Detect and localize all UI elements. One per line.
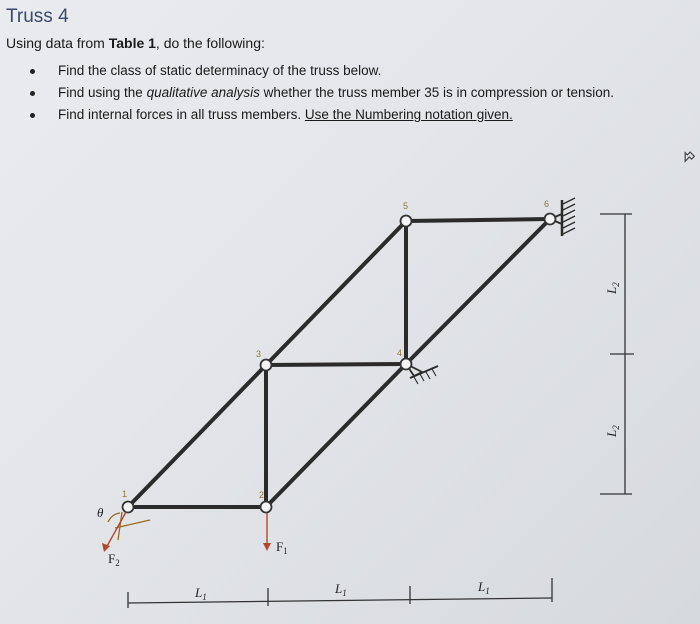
force-f1-label: $F_1$ xyxy=(276,539,288,556)
task-text-italic: qualitative analysis xyxy=(146,85,260,100)
dim-l1-label-a: $L_1$ xyxy=(195,585,207,602)
truss-members xyxy=(128,219,550,507)
force-f2-arrow xyxy=(102,512,126,552)
support-node-1 xyxy=(108,512,150,540)
intro-suffix: , do the following: xyxy=(155,35,265,51)
task-text-pre: Find using the xyxy=(58,85,147,100)
node-label-1: 1 xyxy=(122,489,128,499)
node-6 xyxy=(545,214,556,225)
angle-theta-label: θ xyxy=(97,505,104,520)
node-label-6: 6 xyxy=(544,199,550,209)
node-2 xyxy=(261,502,272,513)
task-text-pre: Find internal forces in all truss members. xyxy=(58,107,305,122)
member-2-4 xyxy=(266,364,406,507)
dim-l2-label-b: $L_2$ xyxy=(604,425,621,437)
member-3-4 xyxy=(266,364,406,365)
node-label-3: 3 xyxy=(256,349,262,359)
member-3-5 xyxy=(266,221,406,365)
node-3 xyxy=(261,360,272,371)
node-4 xyxy=(401,359,412,370)
force-f1-arrow xyxy=(263,513,271,551)
force-f2-label: $F_2$ xyxy=(108,551,120,568)
node-label-2: 2 xyxy=(259,490,265,500)
member-5-6 xyxy=(406,219,550,221)
vertical-dimension-line xyxy=(600,214,634,494)
node-5 xyxy=(401,216,412,227)
dim-l1-label-c: $L_1$ xyxy=(478,579,490,596)
node-label-4: 4 xyxy=(397,348,403,358)
dim-l1-label-b: $L_1$ xyxy=(335,581,347,598)
intro-table-ref: Table 1 xyxy=(108,35,156,51)
dim-l2-label-a: $L_2$ xyxy=(604,282,621,294)
task-text: Find the class of static determinacy of the truss below. xyxy=(58,63,382,78)
task-text-post: whether the truss member 35 is in compression or tension. xyxy=(259,85,615,100)
task-text-underlined: Use the Numbering notation given. xyxy=(304,107,513,122)
page-title: Truss 4 xyxy=(6,6,69,27)
node-label-5: 5 xyxy=(403,201,409,211)
member-4-6 xyxy=(406,219,550,364)
member-1-3 xyxy=(128,365,266,507)
node-1 xyxy=(123,502,134,513)
intro-prefix: Using data from xyxy=(6,35,109,51)
